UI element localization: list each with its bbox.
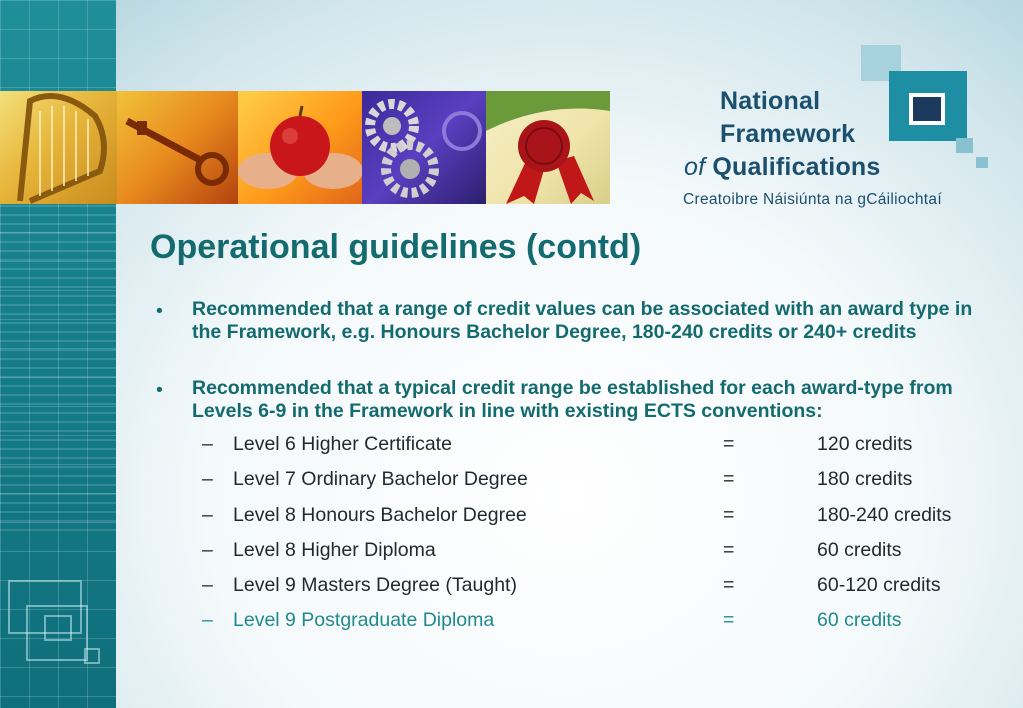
equals-sign: = [723,574,735,596]
nfq-logo [680,45,1000,220]
dash-marker: – [202,468,213,490]
logo-line-3 [684,153,881,182]
key-photo [117,91,238,204]
level-name: Level 8 Higher Diploma [233,539,436,561]
photo-strip [0,91,610,204]
logo-line-3-italic: of [684,153,706,181]
dash-marker: – [202,574,213,596]
logo-subtitle: Creatoibre Náisiúnta na gCáiliochtaí [683,191,942,208]
level-name: Level 9 Postgraduate Diploma [233,609,495,631]
bullet-text-1: Recommended that a range of credit values can be associated with an award type in the Framework, e.g. Honours Bachelor Degree, 180-240 credits or 240+ credits [192,298,973,343]
equals-sign: = [723,539,735,561]
equals-sign: = [723,468,735,490]
credit-value: 60 credits [817,609,902,631]
credit-value: 60-120 credits [817,574,941,596]
level-row [202,539,1002,563]
logo-line-1: National [720,87,821,115]
bullet-text-2: Recommended that a typical credit range be established for each award-type from Levels 6-9 in the Framework in line with existing ECTS conventions: [192,377,953,422]
bullet-marker: • [156,300,163,322]
harp-photo [0,91,117,204]
dash-marker: – [202,609,213,631]
level-name: Level 7 Ordinary Bachelor Degree [233,468,528,490]
level-row [202,574,1002,598]
apple-photo [238,91,362,204]
level-name: Level 9 Masters Degree (Taught) [233,574,517,596]
dash-marker: – [202,539,213,561]
logo-square [956,138,973,153]
credit-value: 180 credits [817,468,913,490]
slide-title: Operational guidelines (contd) [150,228,642,266]
level-name: Level 8 Honours Bachelor Degree [233,504,527,526]
level-row [202,433,1002,457]
level-row [202,504,1002,528]
dash-marker: – [202,504,213,526]
level-row-highlighted [202,609,1002,633]
equals-sign: = [723,433,735,455]
bullet-marker: • [156,379,163,401]
stripe-pattern [0,205,116,535]
equals-sign: = [723,609,735,631]
dash-marker: – [202,433,213,455]
equals-sign: = [723,504,735,526]
credit-value: 120 credits [817,433,913,455]
logo-line-3-rest: Qualifications [705,153,881,181]
gears-photo [362,91,486,204]
seal-photo [486,91,610,204]
logo-square [976,157,988,168]
credit-value: 60 credits [817,539,902,561]
logo-square [913,97,941,121]
logo-line-2: Framework [720,120,856,148]
level-name: Level 6 Higher Certificate [233,433,452,455]
level-row [202,468,1002,492]
credit-value: 180-240 credits [817,504,952,526]
decorative-square [44,615,72,641]
decorative-square [84,648,100,664]
